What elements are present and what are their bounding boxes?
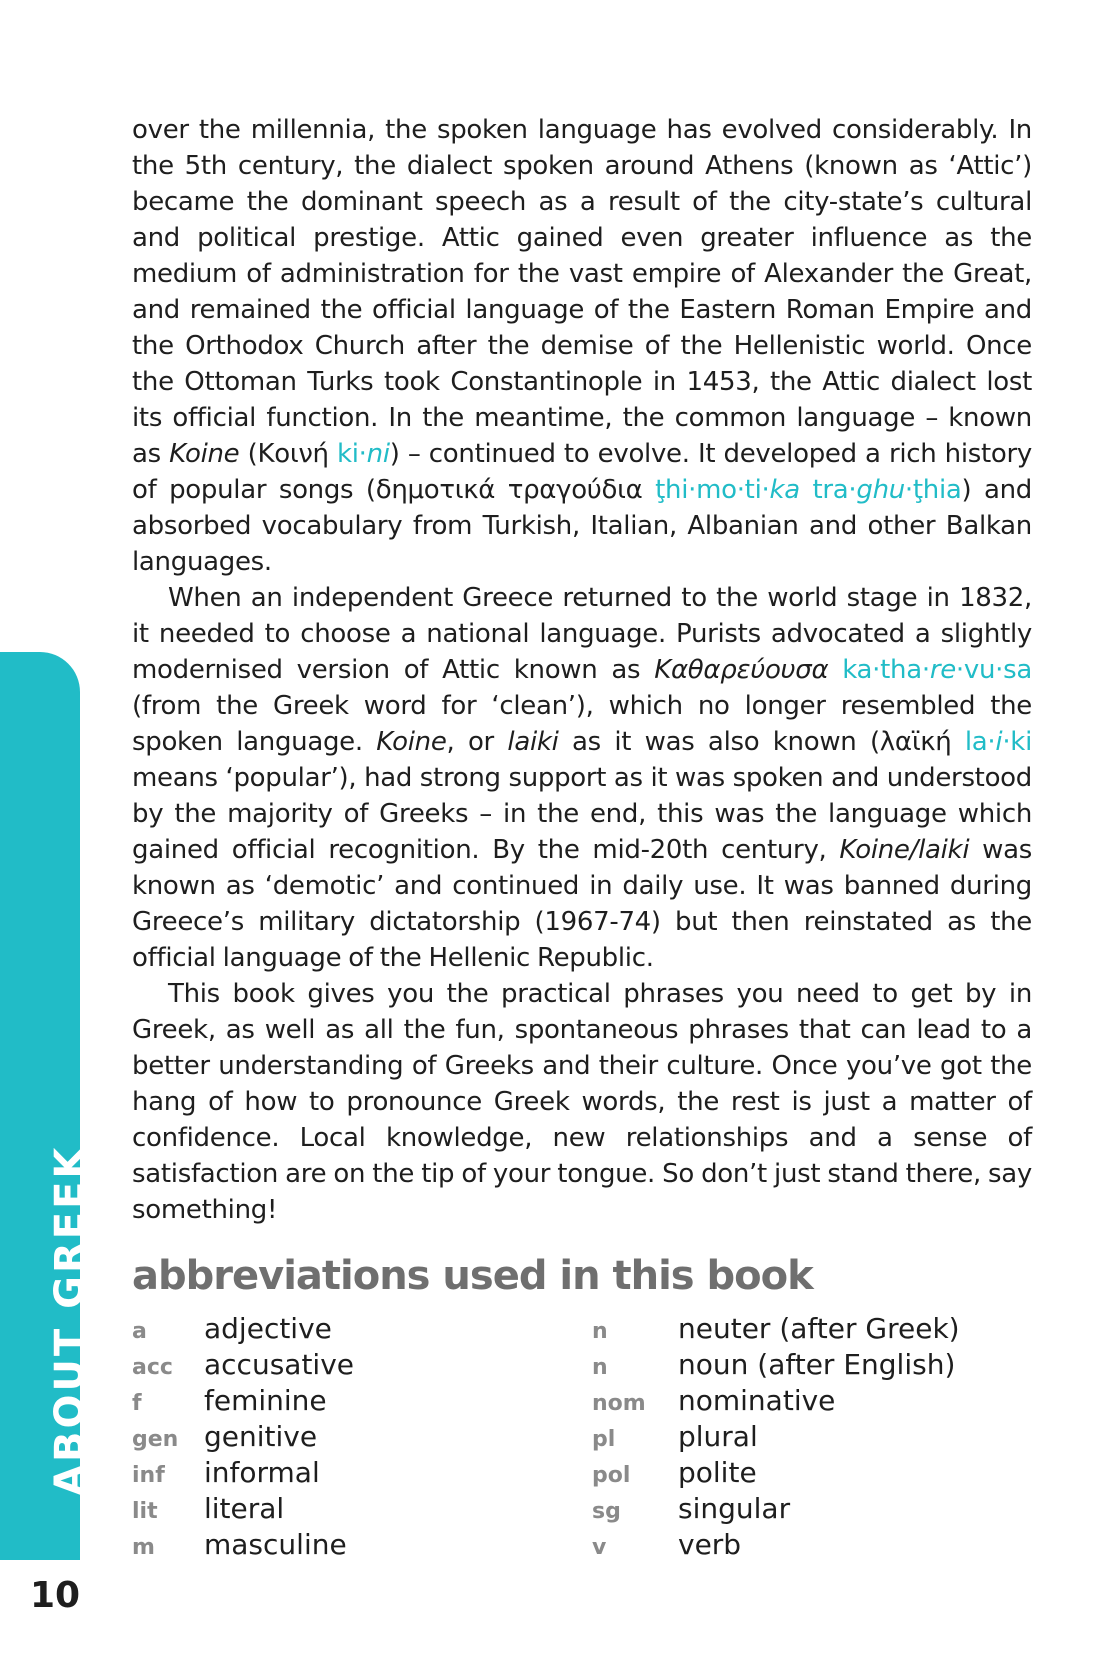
abbreviation-meaning: adjective xyxy=(204,1312,332,1345)
italic-run: Καθαρεύουσα xyxy=(654,655,829,685)
abbreviation-item xyxy=(132,1492,572,1528)
abbreviation-key: acc xyxy=(132,1355,173,1380)
abbreviation-meaning: nominative xyxy=(678,1384,836,1417)
abbreviation-key: a xyxy=(132,1319,147,1344)
abbreviation-item xyxy=(132,1384,572,1420)
text-run: When an independent Greece returned to the world stage in 1832, it needed to choose a national language. Purists advocated a slightly modernised version of Attic known as xyxy=(132,583,1032,685)
pronunciation-run: ni xyxy=(366,439,390,469)
abbreviation-key: nom xyxy=(592,1391,646,1416)
abbreviation-meaning: verb xyxy=(678,1528,742,1561)
text-run: means ‘popular’), had strong support as it was spoken and understood by the majority of Greeks – in the end, this was the language which gained official recognition. By the mid-20th century, xyxy=(132,763,1032,865)
paragraph xyxy=(132,976,1032,1228)
pronunciation-run: la· xyxy=(964,727,996,757)
pronunciation-run: ki· xyxy=(336,439,367,469)
pronunciation-run: ka·tha· xyxy=(842,655,930,685)
abbreviation-meaning: informal xyxy=(204,1456,320,1489)
pronunciation-run: ghu xyxy=(856,475,905,505)
abbreviation-key: n xyxy=(592,1355,608,1380)
abbreviations-column-left xyxy=(132,1312,572,1564)
pronunciation-run: ka xyxy=(769,475,800,505)
abbreviation-meaning: plural xyxy=(678,1420,758,1453)
pronunciation-run: ·ţhia xyxy=(904,475,962,505)
abbreviation-meaning: masculine xyxy=(204,1528,347,1561)
abbreviation-item xyxy=(592,1312,1032,1348)
abbreviation-meaning: singular xyxy=(678,1492,791,1525)
abbreviation-item xyxy=(132,1528,572,1564)
abbreviation-meaning: accusative xyxy=(204,1348,354,1381)
text-run: This book gives you the practical phrases you need to get by in Greek, as well as all the fun, spontaneous phrases that can lead to a better understanding of Greeks and their culture. Once you’ve got the hang of how to pronounce Greek words, the rest is just a matter of confidence. Local knowledge, new relationships and a sense of satisfaction are on the tip of your tongue. So don’t just stand there, say something! xyxy=(132,979,1032,1225)
abbreviation-item xyxy=(592,1456,1032,1492)
italic-run: Koine xyxy=(376,727,447,757)
main-text-column xyxy=(132,112,1032,1564)
italic-run: Koine/laiki xyxy=(839,835,970,865)
text-run xyxy=(828,655,842,685)
abbreviation-key: gen xyxy=(132,1427,179,1452)
abbreviation-item xyxy=(132,1456,572,1492)
pronunciation-run: ·ki xyxy=(1002,727,1032,757)
abbreviation-key: pl xyxy=(592,1427,616,1452)
text-run: ) – continued to evolve. It developed a rich history of popular songs (δημοτικά τραγούδια xyxy=(132,439,1033,505)
abbreviation-meaning: feminine xyxy=(204,1384,327,1417)
abbreviation-key: pol xyxy=(592,1463,631,1488)
abbreviation-meaning: literal xyxy=(204,1492,285,1525)
pronunciation-run: ţhi·mo·ti· xyxy=(655,475,770,505)
text-run: ) and absorbed vocabulary from Turkish, Italian, Albanian and other Balkan languages. xyxy=(132,475,1033,577)
paragraph xyxy=(132,112,1032,580)
abbreviations-heading: abbreviations used in this book xyxy=(132,1253,813,1299)
abbreviation-item xyxy=(132,1312,572,1348)
abbreviation-key: m xyxy=(132,1535,155,1560)
abbreviation-item xyxy=(132,1420,572,1456)
abbreviation-key: v xyxy=(592,1535,607,1560)
text-run: was known as ‘demotic’ and continued in daily use. It was banned during Greece’s military dictatorship (1967-74) but then reinstated as the official language of the Hellenic Republic. xyxy=(132,835,1032,973)
text-run: (Κοινή xyxy=(239,439,337,469)
abbreviation-meaning: polite xyxy=(678,1456,757,1489)
italic-run: Koine xyxy=(169,439,240,469)
text-run: over the millennia, the spoken language has evolved considerably. In the 5th century, the dialect spoken around Athens (known as ‘Attic’) became the dominant speech as a result of the city-state’s cultural and political prestige. Attic gained even greater influence as the medium of administration for the vast empire of Alexander the Great, and remained the official language of the Eastern Roman Empire and the Orthodox Church after the demise of the Hellenistic world. Once the Ottoman Turks took Constantinople in 1453, the Attic dialect lost its official function. In the meantime, the common language – known as xyxy=(132,115,1032,469)
abbreviation-meaning: neuter (after Greek) xyxy=(678,1312,960,1345)
pronunciation-run: re xyxy=(929,655,956,685)
abbreviation-item xyxy=(592,1348,1032,1384)
abbreviation-key: sg xyxy=(592,1499,621,1524)
abbreviation-meaning: noun (after English) xyxy=(678,1348,956,1381)
abbreviation-key: f xyxy=(132,1391,142,1416)
abbreviation-item xyxy=(592,1384,1032,1420)
abbreviation-key: lit xyxy=(132,1499,158,1524)
text-run: , or xyxy=(446,727,508,757)
abbreviation-meaning: genitive xyxy=(204,1420,318,1453)
pronunciation-run: i xyxy=(995,727,1003,757)
abbreviation-item xyxy=(592,1492,1032,1528)
section-tab-label: ABOUT GREEK xyxy=(47,1144,93,1496)
paragraph xyxy=(132,580,1032,976)
abbreviation-key: n xyxy=(592,1319,608,1344)
italic-run: laiki xyxy=(507,727,559,757)
abbreviation-item xyxy=(592,1528,1032,1564)
section-side-tab xyxy=(0,652,93,1560)
pronunciation-run: ·vu·sa xyxy=(955,655,1032,685)
abbreviations-list xyxy=(132,1312,1032,1564)
abbreviation-key: inf xyxy=(132,1463,165,1488)
abbreviations-column-right xyxy=(592,1312,1032,1564)
abbreviation-item xyxy=(132,1348,572,1384)
pronunciation-run: tra· xyxy=(799,475,857,505)
text-run: as it was also known (λαϊκή xyxy=(558,727,965,757)
abbreviation-item xyxy=(592,1420,1032,1456)
text-run: (from the Greek word for ‘clean’), which no longer resembled the spoken language. xyxy=(132,691,1032,757)
page-number: 10 xyxy=(30,1575,81,1616)
